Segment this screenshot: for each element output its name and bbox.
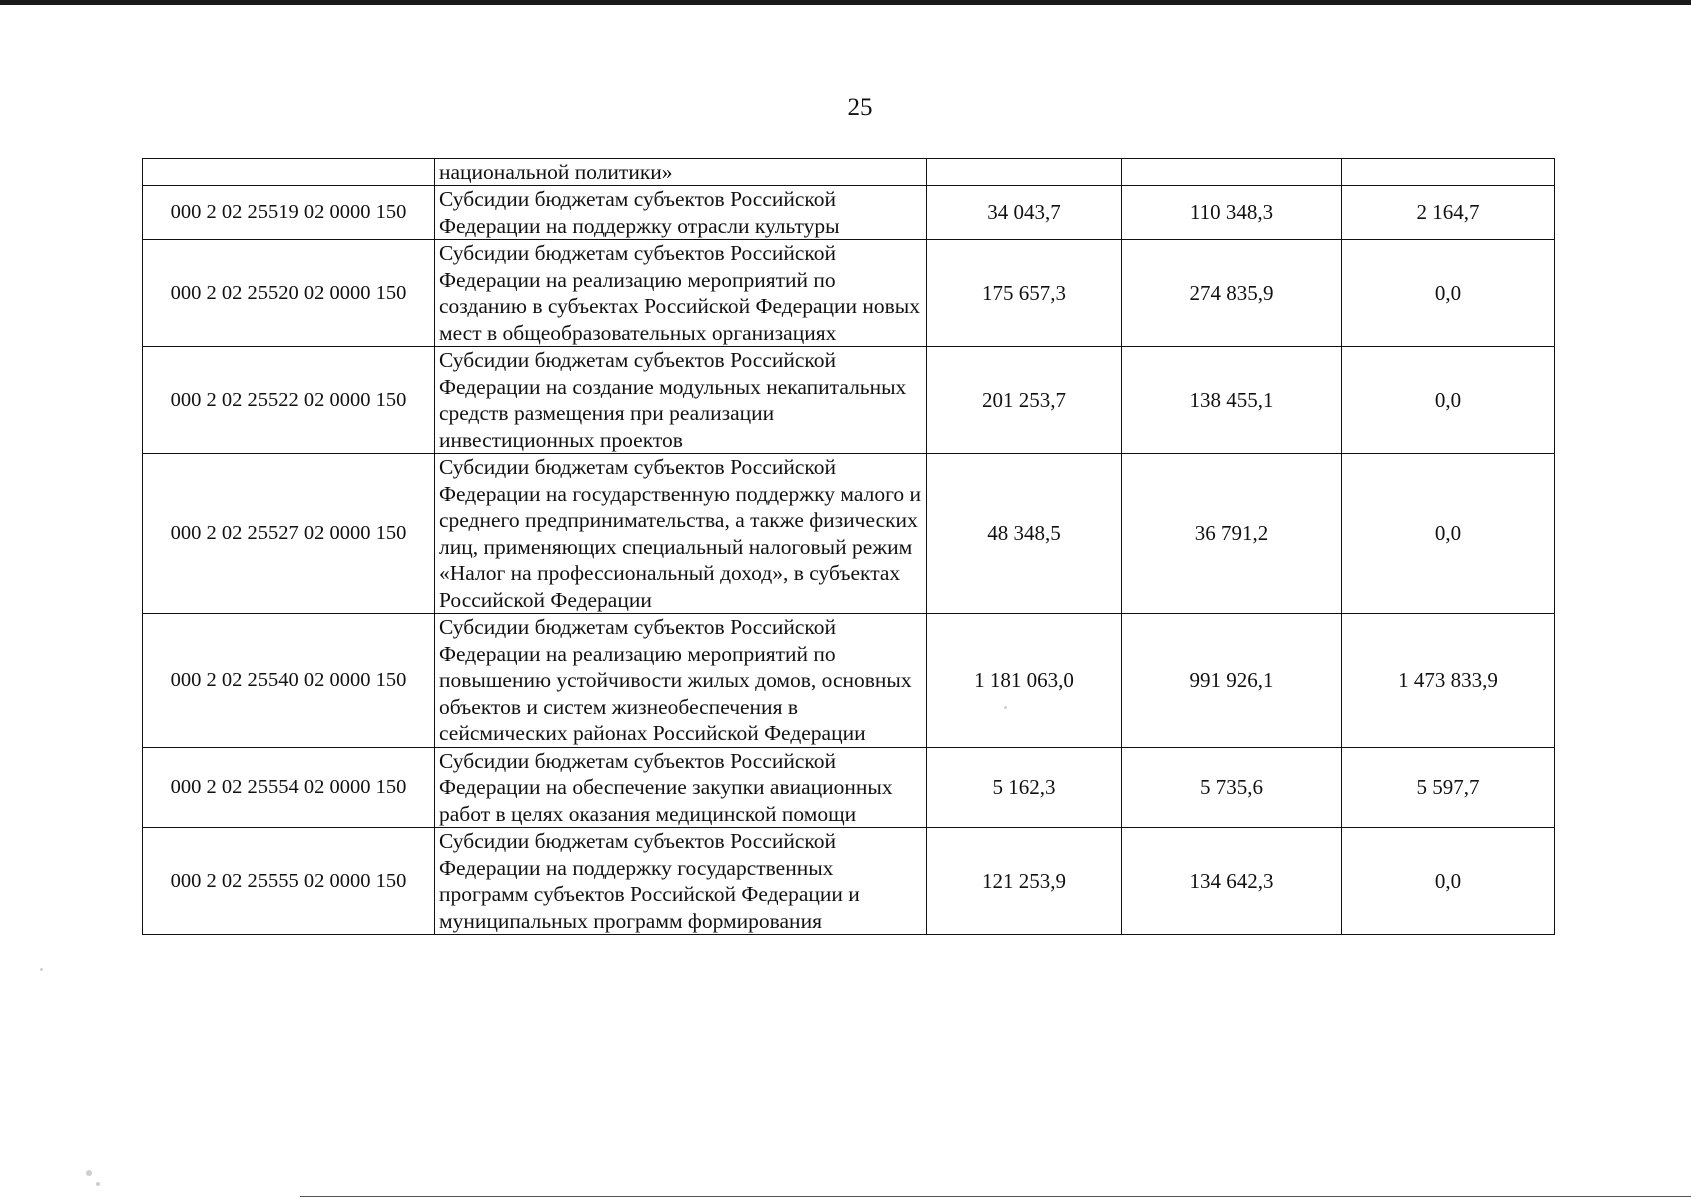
table-row-continuation <box>143 159 1555 186</box>
table-row <box>143 828 1555 935</box>
cell-value-3: 1 473 833,9 <box>1342 614 1555 748</box>
cell-value-2: 36 791,2 <box>1122 454 1342 614</box>
table-row <box>143 747 1555 828</box>
cell-value-1: 5 162,3 <box>927 747 1122 828</box>
cell-value-2 <box>1122 159 1342 186</box>
cell-value-3 <box>1342 159 1555 186</box>
cell-value-2: 5 735,6 <box>1122 747 1342 828</box>
cell-value-1: 1 181 063,0 <box>927 614 1122 748</box>
cell-name: Субсидии бюджетам субъектов Российской Федерации на реализацию мероприятий по созданию в субъектах Российской Федерации новых мест в общеобразовательных организациях <box>435 240 927 347</box>
page-number: 25 <box>847 94 873 121</box>
cell-value-1: 175 657,3 <box>927 240 1122 347</box>
table-row <box>143 454 1555 614</box>
cell-name: Субсидии бюджетам субъектов Российской Федерации на государственную поддержку малого и среднего предпринимательства, а также физических лиц, применяющих специальный налоговый режим «Налог на профессиональный доход», в субъектах Российской Федерации <box>435 454 927 614</box>
cell-code: 000 2 02 25520 02 0000 150 <box>143 240 435 347</box>
cell-value-2: 110 348,3 <box>1122 186 1342 240</box>
table-row <box>143 186 1555 240</box>
cell-name: национальной политики» <box>435 159 927 186</box>
cell-value-3: 0,0 <box>1342 347 1555 454</box>
cell-code: 000 2 02 25555 02 0000 150 <box>143 828 435 935</box>
scan-bottom-edge <box>300 1196 1691 1197</box>
cell-code <box>143 159 435 186</box>
budget-table <box>142 158 1555 935</box>
cell-value-1: 34 043,7 <box>927 186 1122 240</box>
cell-value-3: 5 597,7 <box>1342 747 1555 828</box>
cell-value-1: 121 253,9 <box>927 828 1122 935</box>
cell-value-3: 0,0 <box>1342 828 1555 935</box>
table-row <box>143 347 1555 454</box>
cell-value-1: 48 348,5 <box>927 454 1122 614</box>
cell-value-1: 201 253,7 <box>927 347 1122 454</box>
cell-value-2: 138 455,1 <box>1122 347 1342 454</box>
cell-code: 000 2 02 25540 02 0000 150 <box>143 614 435 748</box>
cell-value-2: 274 835,9 <box>1122 240 1342 347</box>
cell-name: Субсидии бюджетам субъектов Российской Федерации на поддержку государственных программ субъектов Российской Федерации и муниципальных программ формирования <box>435 828 927 935</box>
cell-name: Субсидии бюджетам субъектов Российской Федерации на создание модульных некапитальных средств размещения при реализации инвестиционных проектов <box>435 347 927 454</box>
cell-value-3: 0,0 <box>1342 454 1555 614</box>
scan-speck <box>40 968 43 971</box>
scan-speck <box>86 1170 92 1176</box>
scan-speck <box>96 1182 100 1186</box>
cell-name: Субсидии бюджетам субъектов Российской Федерации на обеспечение закупки авиационных работ в целях оказания медицинской помощи <box>435 747 927 828</box>
cell-value-2: 991 926,1 <box>1122 614 1342 748</box>
cell-value-1 <box>927 159 1122 186</box>
cell-code: 000 2 02 25527 02 0000 150 <box>143 454 435 614</box>
cell-code: 000 2 02 25522 02 0000 150 <box>143 347 435 454</box>
cell-name: Субсидии бюджетам субъектов Российской Федерации на поддержку отрасли культуры <box>435 186 927 240</box>
scan-speck <box>1004 706 1007 709</box>
top-border-rule <box>0 0 1691 5</box>
cell-name: Субсидии бюджетам субъектов Российской Федерации на реализацию мероприятий по повышению устойчивости жилых домов, основных объектов и систем жизнеобеспечения в сейсмических районах Российской Федерации <box>435 614 927 748</box>
cell-code: 000 2 02 25519 02 0000 150 <box>143 186 435 240</box>
table-row <box>143 614 1555 748</box>
cell-code: 000 2 02 25554 02 0000 150 <box>143 747 435 828</box>
cell-value-3: 2 164,7 <box>1342 186 1555 240</box>
table-row <box>143 240 1555 347</box>
cell-value-3: 0,0 <box>1342 240 1555 347</box>
cell-value-2: 134 642,3 <box>1122 828 1342 935</box>
